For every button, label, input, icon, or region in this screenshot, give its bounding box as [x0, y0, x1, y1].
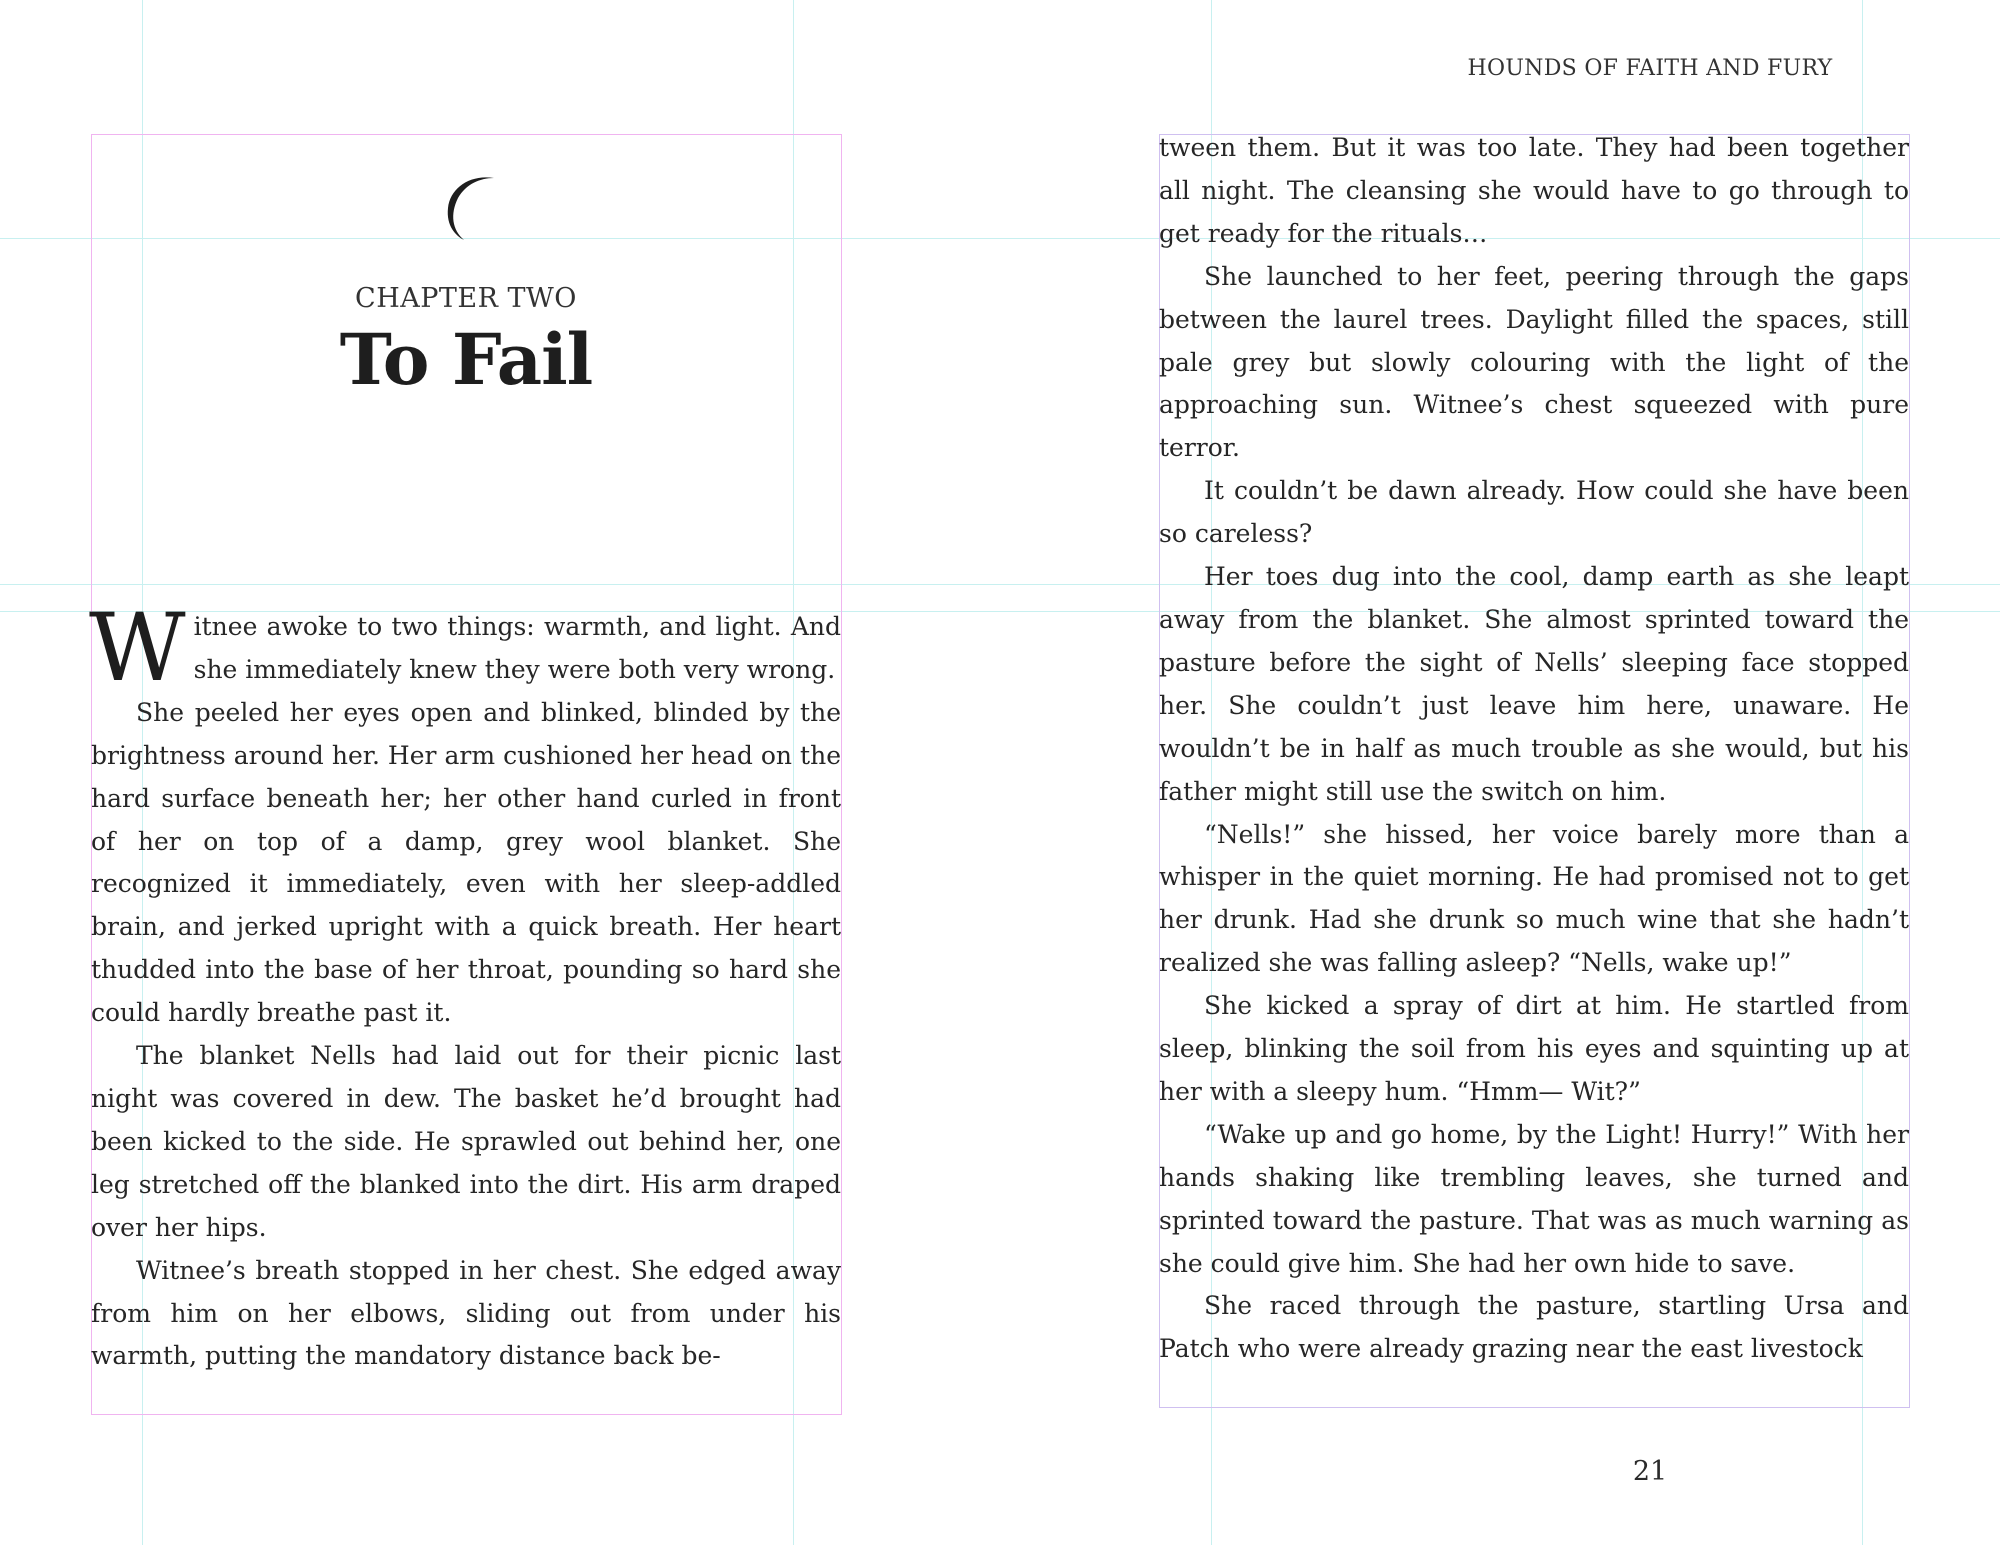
- paragraph: The blanket Nells had laid out for their picnic last night was covered in dew. The basket he’d brought had been kicked to the side. He sprawled out behind her, one leg stretched off the blanked into the dirt. His arm draped over her hips.: [91, 1041, 841, 1242]
- paragraph: It couldn’t be dawn already. How could she have been so careless?: [1159, 476, 1909, 549]
- paragraph: She peeled her eyes open and blinked, blinded by the brightness around her. Her arm cushioned her head on the hard surface beneath her; her other hand curled in front of her on top of a damp, grey wool blanket. She recognized it immediately, even with her sleep-addled brain, and jerked upright with a quick breath. Her heart thudded into the base of her throat, pounding so hard she could hardly breathe past it.: [91, 697, 841, 1028]
- paragraph: [89, 594, 841, 703]
- right-page: [1000, 0, 2000, 1545]
- running-head: HOUNDS OF FAITH AND FURY: [1467, 56, 1833, 81]
- crescent-moon-icon: [436, 174, 500, 244]
- paragraph: tween them. But it was too late. They had been together all night. The cleansing she would have to go through to get ready for the rituals…: [1159, 133, 1909, 248]
- drop-cap: W: [89, 594, 186, 703]
- paragraph: She kicked a spray of dirt at him. He startled from sleep, blinking the soil from his eyes and squinting up at her with a sleepy hum. “Hmm— Wit?”: [1159, 991, 1909, 1106]
- chapter-title: To Fail: [339, 318, 593, 401]
- chapter-label: CHAPTER TWO: [355, 283, 577, 314]
- paragraph: She raced through the pasture, startling Ursa and Patch who were already grazing near the east livestock: [1159, 1291, 1909, 1364]
- page-number: 21: [1632, 1456, 1668, 1487]
- paragraph: “Nells!” she hissed, her voice barely more than a whisper in the quiet morning. He had promised not to get her drunk. Had she drunk so much wine that she hadn’t realized she was falling asleep? “Nells, wake up!”: [1159, 819, 1909, 978]
- right-body-text: [1159, 127, 1909, 1371]
- left-body-text: [89, 594, 841, 1378]
- paragraph: She launched to her feet, peering through the gaps between the laurel trees. Daylight filled the spaces, still pale grey but slowly colouring with the light of the approaching sun. Witnee’s chest squeezed with pure terror.: [1159, 261, 1909, 463]
- paragraph: Her toes dug into the cool, damp earth as she leapt away from the blanket. She almost sprinted toward the pasture before the sight of Nells’ sleeping face stopped her. She couldn’t just leave him here, unaware. He wouldn’t be in half as much trouble as she would, but his father might still use the switch on him.: [1159, 562, 1909, 806]
- paragraph: “Wake up and go home, by the Light! Hurry!” With her hands shaking like trembling leaves, she turned and sprinted toward the pasture. That was as much warning as she could give him. She had her own hide to save.: [1159, 1119, 1909, 1278]
- paragraph: Witnee’s breath stopped in her chest. She edged away from him on her elbows, sliding out from under his warmth, putting the mandatory distance back be-: [91, 1255, 841, 1371]
- paragraph-text: itnee awoke to two things: warmth, and light. And she immediately knew they were both very wrong.: [193, 612, 841, 684]
